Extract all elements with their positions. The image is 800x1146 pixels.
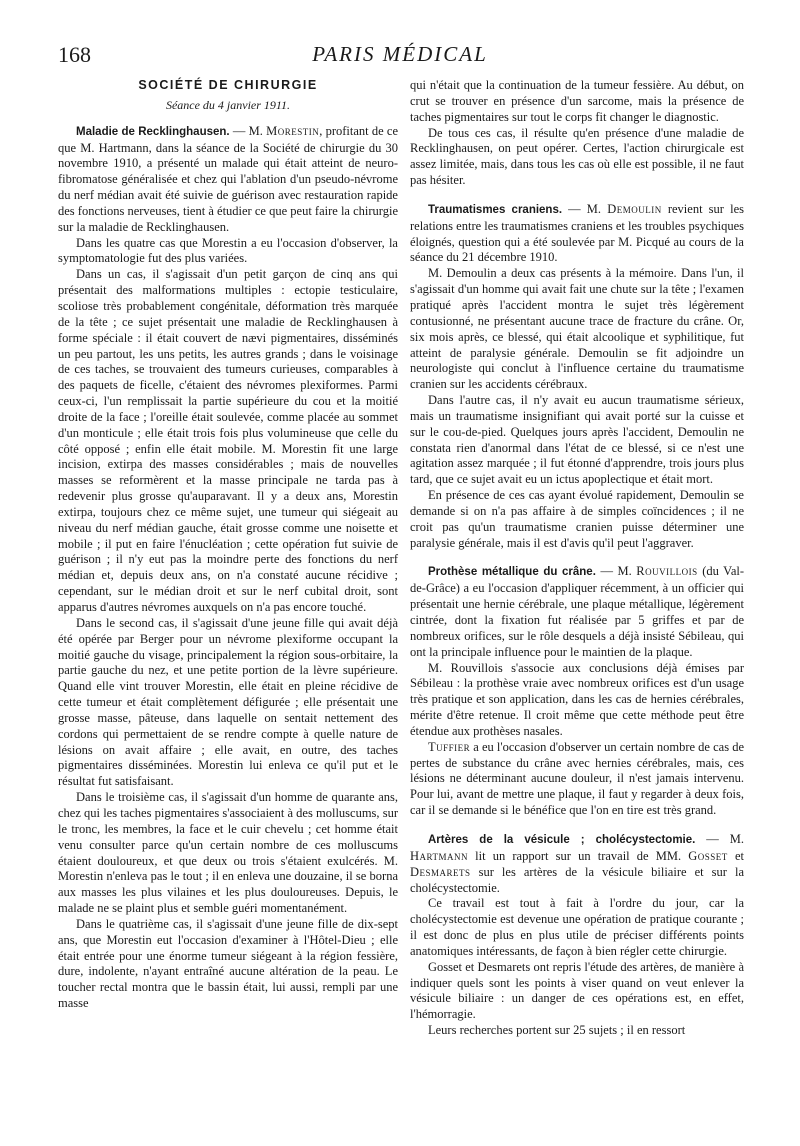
paragraph: M. Rouvillois s'associe aux conclusions déjà émises par Sébileau : la prothèse vraie avec nombreux orifices est d'un usage très pratique et son application, dans les cas de hernies cérébrales, mérite d'être retenue. Il croit même que cette méthode peut être étendue aux prothèses nasales.: [410, 660, 744, 738]
paragraph: [410, 740, 744, 819]
dash-text: — M.: [695, 831, 744, 846]
section-title: SOCIÉTÉ DE CHIRURGIE: [138, 78, 318, 92]
session-date: Séance du 4 janvier 1911.: [165, 97, 291, 112]
paragraph: Ce travail est tout à fait à l'ordre du jour, car la cholécystectomie est devenue une opération de pratique courante ; il est donc de plus en plus utile de préciser différents points anatomiques intéressants, de façon à bien régler cette chirurgie.: [410, 896, 744, 958]
article-rubric: Maladie de Recklinghausen.: [76, 125, 230, 138]
article-rubric: Traumatismes craniens.: [428, 203, 563, 216]
author-name: Desmarets: [410, 864, 471, 879]
article-separator: [410, 189, 744, 202]
paragraph-text: sur les artères de la vésicule biliaire et sur la cholécystectomie.: [410, 864, 744, 895]
paragraph: De tous ces cas, il résulte qu'en présence d'une maladie de Recklinghausen, on peut opérer. Certes, l'action chirurgicale est assez limitée, mais, dans tous les cas où elle est possible, il ne faut pas hésiter.: [410, 125, 744, 188]
page-number: 168: [58, 42, 91, 67]
right-column: [410, 78, 744, 1039]
article-rubric: Prothèse métallique du crâne.: [428, 566, 596, 579]
dash-text: — M.: [229, 123, 267, 138]
paragraph-text: lit un rapport sur un travail de MM.: [468, 848, 689, 863]
dash-text: — M.: [562, 201, 608, 216]
paragraph-text: a eu l'occasion d'observer un certain nombre de cas de pertes de substance du crâne avec hernies cérébrales, mais, ces lésions ne déterminant aucune douleur, il n'est jamais intervenu. Pour lui, avant de mettre une plaque, il faut y regarder à deux fois, car il se demande si le bénéfice que l'on en tire est très grand.: [410, 739, 744, 818]
article-prothese-lead: [410, 564, 744, 660]
paragraph-text: et: [727, 848, 744, 863]
dash-text: — M.: [595, 564, 637, 579]
author-name: Demoulin: [607, 201, 662, 216]
paragraph-text: , profitant de ce que M. Hartmann, dans la séance de la Société de chirurgie du 30 novembre 1910, a présenté un malade qui était atteint de neuro-fibromatose généralisée et chez qui l'ablation d'un pseudo-névrome du nerf médian avait été suivie de guérison avec restauration rapide des fonctions nerveuses, tient à étudier ce que peut faire la chirurgie sur la maladie de Recklinghausen.: [58, 123, 399, 234]
article-rubric: Artères de la vésicule ; cholécystectomie.: [428, 833, 696, 846]
paragraph: M. Demoulin a deux cas présents à la mémoire. Dans l'un, il s'agissait d'un homme qui avait fait une chute sur la tête ; l'examen pratiqué après l'accident montra le sujet très légèrement contusionné, ne présentant aucune trace de fracture du crâne. Or, six mois après, ce blessé, qui était alcoolique et syphilitique, fut atteint de paralysie générale. Demoulin se fit adjoindre un neurologiste qui conclut à l'influence certaine du traumatisme cranien sur les accidents cérébraux.: [410, 266, 744, 392]
paragraph: Dans l'autre cas, il n'y avait eu aucun traumatisme sérieux, mais un traumatisme insignifiant qui avait porté sur la cuisse et sur le cou-de-pied. Quelques jours après l'accident, Demoulin ne constata rien d'anormal dans l'état de ce blessé, si ce n'est une agitation assez marquée ; il fut étonné d'apprendre, trois jours plus tard, que ce sujet avait eu un ictus apoplectique et était mort.: [410, 393, 744, 487]
paragraph: Gosset et Desmarets ont repris l'étude des artères, de manière à indiquer quels sont les points à viser quand on veut enlever la vésicule biliaire : un danger de ces opérations est, en effet, l'hémorragie.: [410, 959, 744, 1022]
paragraph-text: revient sur les relations entre les traumatismes craniens et les troubles psychiques éloignés, question qui a été soulevée par M. Picqué au cours de la séance du 21 décembre 1910.: [410, 201, 744, 265]
paragraph: En présence de ces cas ayant évolué rapidement, Demoulin se demande si on n'a pas affaire à de simples coïncidences ; il ne croit pas qu'un traumatisme cranien puisse déterminer une paralysie générale, mais il est d'avis qu'il peut l'aggraver.: [410, 488, 744, 550]
author-name: Gosset: [688, 848, 728, 863]
author-name: Hartmann: [410, 848, 468, 863]
article-arteres-lead: [410, 832, 744, 896]
paragraph: Dans les quatre cas que Morestin a eu l'occasion d'observer, la symptomatologie fut des plus variées.: [58, 235, 398, 266]
paragraph-continued: qui n'était que la continuation de la tumeur fessière. Au début, on crut se trouver en présence d'un sarcome, mais la présence de taches pigmentaires sur tout le corps fit changer le diagnostic.: [410, 78, 744, 124]
author-name: Rouvillois: [636, 564, 698, 579]
article-separator: [410, 819, 744, 832]
paragraph: Dans un cas, il s'agissait d'un petit garçon de cinq ans qui présentait des malformations multiples : ectopie testiculaire, scoliose très probablement congénitale, déformation très marquée de la tête ; ce sujet présentait une maladie de Recklinghausen à forme spéciale : il était couvert de nævi pigmentaires, disséminés un peu partout, les uns petits, les autres grands ; dans le voisinage de ces taches, se trouvaient des tumeurs curieuses, comparables à des paquets de ficelle, c'étaient des névromes plexiformes. Parmi ceux-ci, l'un remplissait la partie supérieure du cou et la moitié droite de la face ; l'oreille était soulevée, comme placée au sommet d'un monticule ; elle était trois fois plus volumineuse que celle du côté opposé ; enfin elle était mobile. M. Morestin fit une large incision, extirpa des masses considérables ; mais de nouvelles masses se reformèrent et la masse principale ne tarda pas à redevenir plus grosse qu'auparavant. Il y a deux ans, Morestin extirpa, toujours chez ce même sujet, une tumeur qui siégeait au niveau du nerf médian gauche, était grosse comme une noisette et mobile ; il put en faire l'énucléation ; cette opération fut suivie de guérison ; il n'y eut pas la moindre perte des fonctions du nerf médian et, depuis deux ans, on n'a constaté aucune récidive ; cependant, sur le médian droit et sur le nerf cubital droit, sont apparus d'autres névromes auxquels on n'a pas encore touché.: [58, 267, 398, 614]
article-traumatismes-lead: [410, 202, 744, 266]
paragraph: Dans le troisième cas, il s'agissait d'un homme de quarante ans, chez qui les taches pigmentaires s'associaient à des molluscums, sur le tronc, les membres, la face et le cuir chevelu ; cet homme était venu consulter parce qu'un certain nombre de ces molluscums étaient douloureux, et que deux ou trois s'étaient exulcérés. M. Morestin n'enleva pas le tout ; il en enleva une douzaine, il se borna aux masses les plus vilaines et les plus douloureuses. Depuis, le malade ne se plaint plus et semble guéri momentanément.: [58, 790, 398, 916]
paragraph: Dans le quatrième cas, il s'agissait d'une jeune fille de dix-sept ans, que Morestin eut l'occasion d'examiner à l'Hôtel-Dieu ; elle était entrée pour une énorme tumeur siégeant à la région fessière, dure, indolente, n'ayant entraîné aucune altération de la peau. Le toucher rectal montra que le bassin était, lui aussi, rempli par une masse: [58, 916, 398, 1011]
article-recklinghausen-lead: [58, 124, 398, 236]
paragraph-text: (du Val-de-Grâce) a eu l'occasion d'appliquer récemment, à un officier qui présentait une hernie cérébrale, une plaque métallique, légèrement cintrée, dont la fixation fut réalisée par 5 griffes et par de nombreux orifices, sur le rôle desquels a déjà insisté Sébileau, qui ont la principale influence pour le maintien de la plaque.: [410, 564, 745, 659]
paragraph: Dans le second cas, il s'agissait d'une jeune fille qui avait déjà été opérée par Berger pour un névrome plexiforme occupant la moitié gauche du visage, principalement la région sous-orbitaire, la partie gauche du nez, et une petite portion de la lèvre supérieure. Quand elle vint trouver Morestin, elle était en pleine récidive de cette tumeur et était complètement défigurée ; elle présentait une grosse masse, pâteuse, dans laquelle on sentait nettement des cordons qui permettaient de se rendre compte à quelle nature de lésions on avait affaire ; elle avait, en outre, des taches pigmentaires disséminées. Morestin lui enleva ce qu'il put et le résultat fut satisfaisant.: [58, 615, 398, 789]
author-name: Morestin: [266, 123, 320, 138]
author-name: Tuffier: [428, 739, 471, 754]
left-column: [58, 78, 398, 1012]
journal-title: PARIS MÉDICAL: [312, 42, 488, 66]
paragraph: Leurs recherches portent sur 25 sujets ; il en ressort: [428, 1023, 686, 1038]
article-separator: [410, 551, 744, 564]
